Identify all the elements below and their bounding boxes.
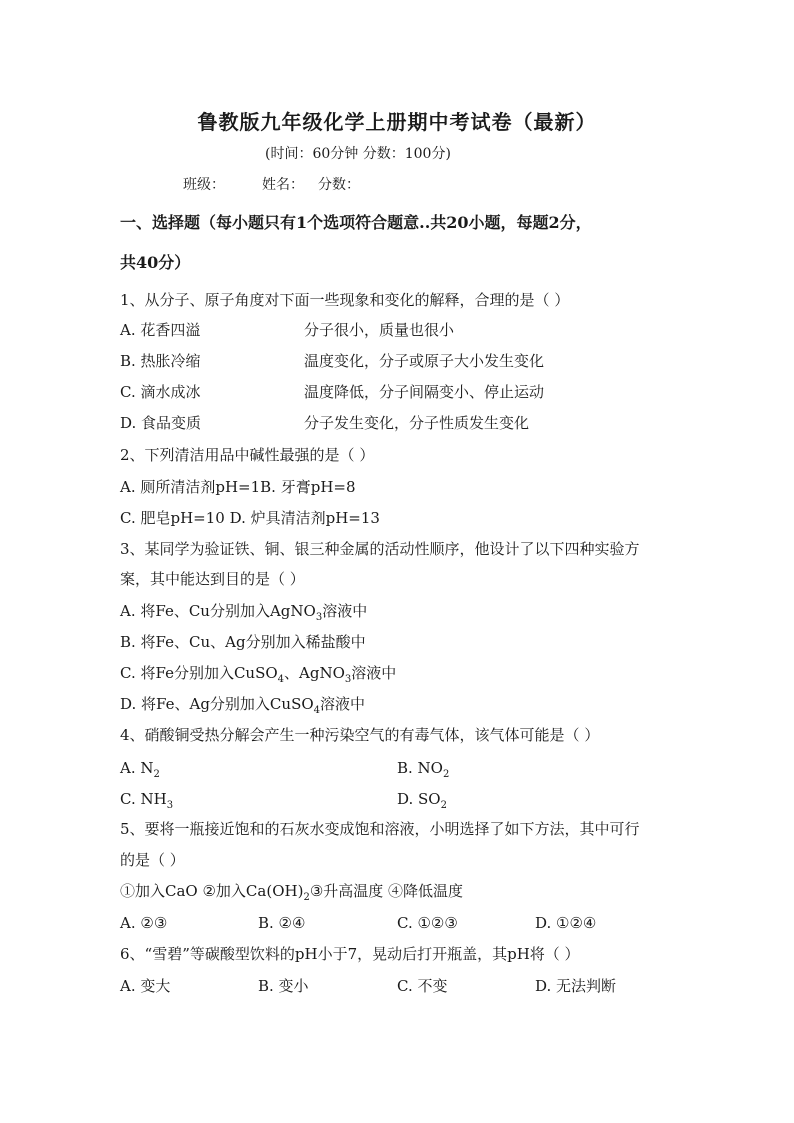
q3-option-a: A. 将Fe、Cu分别加入AgNO$_3$溶液中 [120,602,368,623]
q2-options-line1: A. 厕所清洁剂pH=1B. 牙膏pH=8 [120,478,356,496]
q1-option-a-explanation: 分子很小，质量也很小 [304,321,455,339]
question-3-stem-line2: 案，其中能达到目的是（ ） [120,570,305,588]
q6-option-c: C. 不变 [397,977,448,995]
q6-option-b: B. 变小 [258,977,309,995]
q4-option-a: A. $N_2$ [120,759,160,780]
score-label: 分数： [318,177,360,193]
section-heading-line1: 一、选择题（每小题只有1个选项符合题意..共20小题，每题2分， [120,213,592,232]
q1-option-c-label: C. 滴水成冰 [120,383,201,401]
question-2-stem: 2、下列清洁用品中碱性最强的是（ ） [120,446,375,464]
q4-option-d: D. $SO_2$ [397,790,447,811]
q5-option-a: A. ②③ [120,914,168,932]
question-6-stem: 6、“雪碧”等碳酸型饮料的pH小于7，晃动后打开瓶盖，其pH将（ ） [120,945,580,963]
q2-options-line2: C. 肥皂pH=10 D. 炉具清洁剂pH=13 [120,509,380,527]
time-score-line: (时间：60分钟 分数：100分) [265,146,451,162]
name-label: 姓名： [262,177,304,193]
q5-option-b: B. ②④ [258,914,306,932]
q6-option-a: A. 变大 [120,977,171,995]
q4-option-b: B. $NO_2$ [397,759,450,780]
q6-option-d: D. 无法判断 [535,977,617,995]
question-1-stem: 1、从分子、原子角度对下面一些现象和变化的解释，合理的是（ ） [120,291,570,309]
q1-option-b-label: B. 热胀冷缩 [120,352,201,370]
q1-option-b-explanation: 温度变化，分子或原子大小发生变化 [304,352,545,370]
section-heading-line2: 共40分） [120,253,191,272]
page-title: 鲁教版九年级化学上册期中考试卷（最新） [197,110,597,134]
q3-option-c: C. 将Fe分别加入CuSO$_4$、AgNO$_3$溶液中 [120,664,397,685]
question-5-stem-line1: 5、要将一瓶接近饱和的石灰水变成饱和溶液，小明选择了如下方法，其中可行 [120,820,640,838]
q3-option-d: D. 将Fe、Ag分别加入CuSO$_4$溶液中 [120,695,366,716]
question-5-stem-line2: 的是（ ） [120,851,185,869]
q1-option-d-explanation: 分子发生变化，分子性质发生变化 [304,414,530,432]
q1-option-d-label: D. 食品变质 [120,414,202,432]
q5-methods: ①加入CaO ②加入$Ca(OH)_2③$升高温度 ④降低温度 [120,882,464,903]
question-4-stem: 4、硝酸铜受热分解会产生一种污染空气的有毒气体，该气体可能是（ ） [120,726,600,744]
q5-option-d: D. ①②④ [535,914,597,932]
q1-option-c-explanation: 温度降低，分子间隔变小、停止运动 [304,383,545,401]
question-3-stem-line1: 3、某同学为验证铁、铜、银三种金属的活动性顺序，他设计了以下四种实验方 [120,540,640,558]
q5-option-c: C. ①②③ [397,914,458,932]
q3-option-b: B. 将Fe、Cu、Ag分别加入稀盐酸中 [120,633,366,651]
q1-option-a-label: A. 花香四溢 [120,321,201,339]
q4-option-c: C. $NH_3$ [120,790,174,811]
class-label: 班级： [183,177,225,193]
